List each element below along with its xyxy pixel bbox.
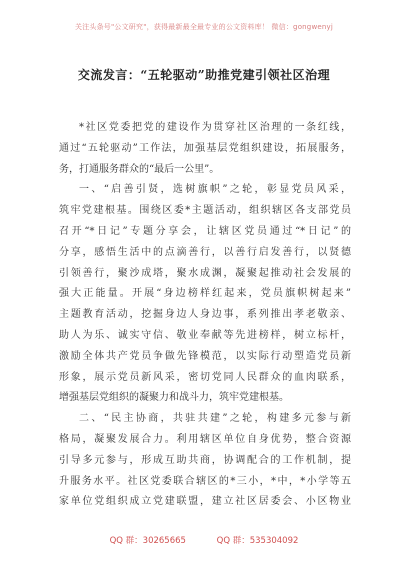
body-line: 引导多元参与，形成互助共商，协调配合的工作机制，提 [59, 454, 351, 466]
body-line: *社区党委把党的建设作为贯穿社区治理的一条红线， [79, 122, 351, 133]
body-line: 筑牢党建根基。围绕区委*主题活动，组织辖区各支部党员 [59, 205, 351, 217]
body-line: 召开“*日记”专题分享会，让辖区党员通过“*日记”的 [59, 225, 351, 237]
header-notice: 关注头条号"公文研究"，获得最新最全最专业的公文资料库！ 微信：gongwenyj [74, 23, 334, 31]
body-line: 格局，凝聚发展合力。利用辖区单位自身优势，整合资源 [59, 433, 351, 445]
document-title: 交流发言：“五轮驱动”助推党建引领社区治理 [77, 68, 331, 82]
body-line: 通过“五轮驱动”工作法，加强基层党组织建设，拓展服务， [59, 142, 351, 154]
qq-group-1: QQ 群：30265665 [109, 536, 186, 546]
footer-contact [0, 534, 408, 546]
body-line: 家单位党组织成立党建联盟，建立社区居委会、小区物业 [59, 496, 351, 508]
body-line: 一、“启善引贤，选树旗帜”之轮，彰显党员风采， [79, 184, 351, 196]
document-body [59, 118, 351, 513]
body-line: 助人为乐、诚实守信、敬业奉献等先进榜样，树立标杆， [59, 329, 351, 341]
body-line: 分享，感悟生活中的点滴善行，以善行启发善行，以贤德 [59, 246, 351, 258]
body-line: 形象，展示党员新风采，密切党同人民群众的血肉联系， [59, 371, 351, 383]
qq-group-2: QQ 群：535304092 [216, 536, 299, 546]
body-line: 增强基层党组织的凝聚力和战斗力，筑牢党建根基。 [59, 392, 289, 404]
body-line: 升服务水平。社区党委联合辖区的*三小，*中，*小学等五 [59, 475, 351, 487]
body-line: 强大正能量。开展“身边榜样红起来，党员旗帜树起来” [59, 288, 351, 300]
body-line: 激励全体共产党员争做先锋模范，以实际行动塑造党员新 [59, 350, 351, 362]
body-line: 引领善行，聚沙成塔，聚水成渊，凝聚起推动社会发展的 [59, 267, 351, 279]
body-line: 务，打通服务群众的“最后一公里”。 [59, 163, 220, 175]
body-line: 主题教育活动，挖掘身边人身边事，系列推出孝老敬亲、 [59, 309, 351, 321]
body-line: 二、“民主协商，共驻共建”之轮，构建多元参与新 [79, 413, 351, 425]
